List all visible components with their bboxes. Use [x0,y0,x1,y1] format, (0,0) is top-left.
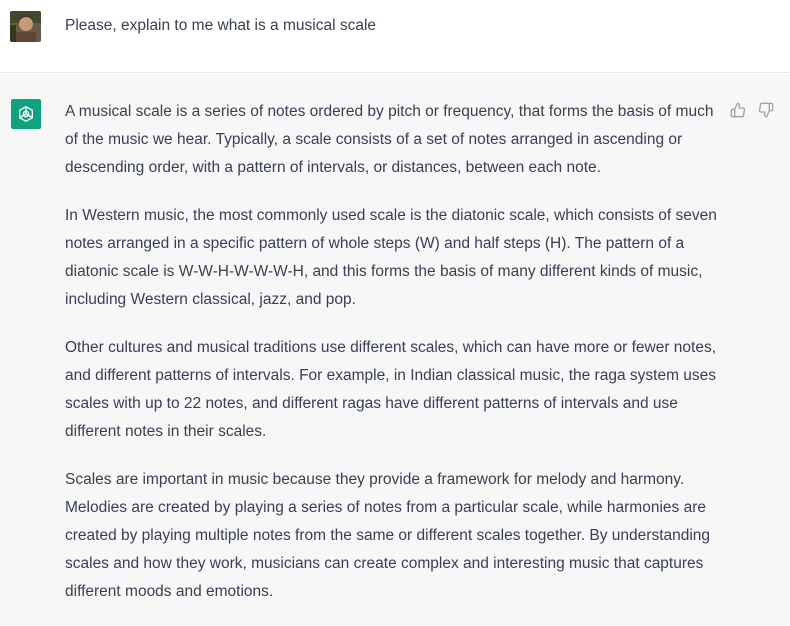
thumbs-up-icon[interactable] [729,101,747,119]
assistant-message-text [65,98,725,626]
answer-paragraph: A musical scale is a series of notes ordered by pitch or frequency, that forms the basis of much of the music we hear. Typically, a scale consists of a set of notes arranged in ascending or descending order, with a pattern of intervals, or distances, between each note. [65,103,714,176]
answer-paragraph: In Western music, the most commonly used scale is the diatonic scale, which consists of seven notes arranged in a specific pattern of whole steps (W) and half steps (H). The pattern of a diatonic scale is W-W-H-W-W-W-H, and this forms the basis of many different kinds of music, including Western classical, jazz, and pop. [65,207,717,308]
user-message-text: Please, explain to me what is a musical scale [65,17,377,34]
openai-logo-icon [11,99,41,129]
answer-paragraph: Other cultures and musical traditions use different scales, which can have more or fewer notes, and different patterns of intervals. For example, in Indian classical music, the raga system uses scales with up to 22 notes, and different ragas have different patterns of intervals and use different notes in their scales. [65,339,717,440]
thumbs-down-icon[interactable] [757,101,775,119]
user-message-row [0,0,790,73]
user-avatar [10,11,41,42]
assistant-message-row [0,74,790,625]
answer-paragraph: Scales are important in music because they provide a framework for melody and harmony. Melodies are created by playing a series of notes from a particular scale, while harmonies are created by playing multiple notes from the same or different scales together. By understanding scales and how they work, musicians can create complex and interesting music that captures different moods and emotions. [65,471,711,600]
